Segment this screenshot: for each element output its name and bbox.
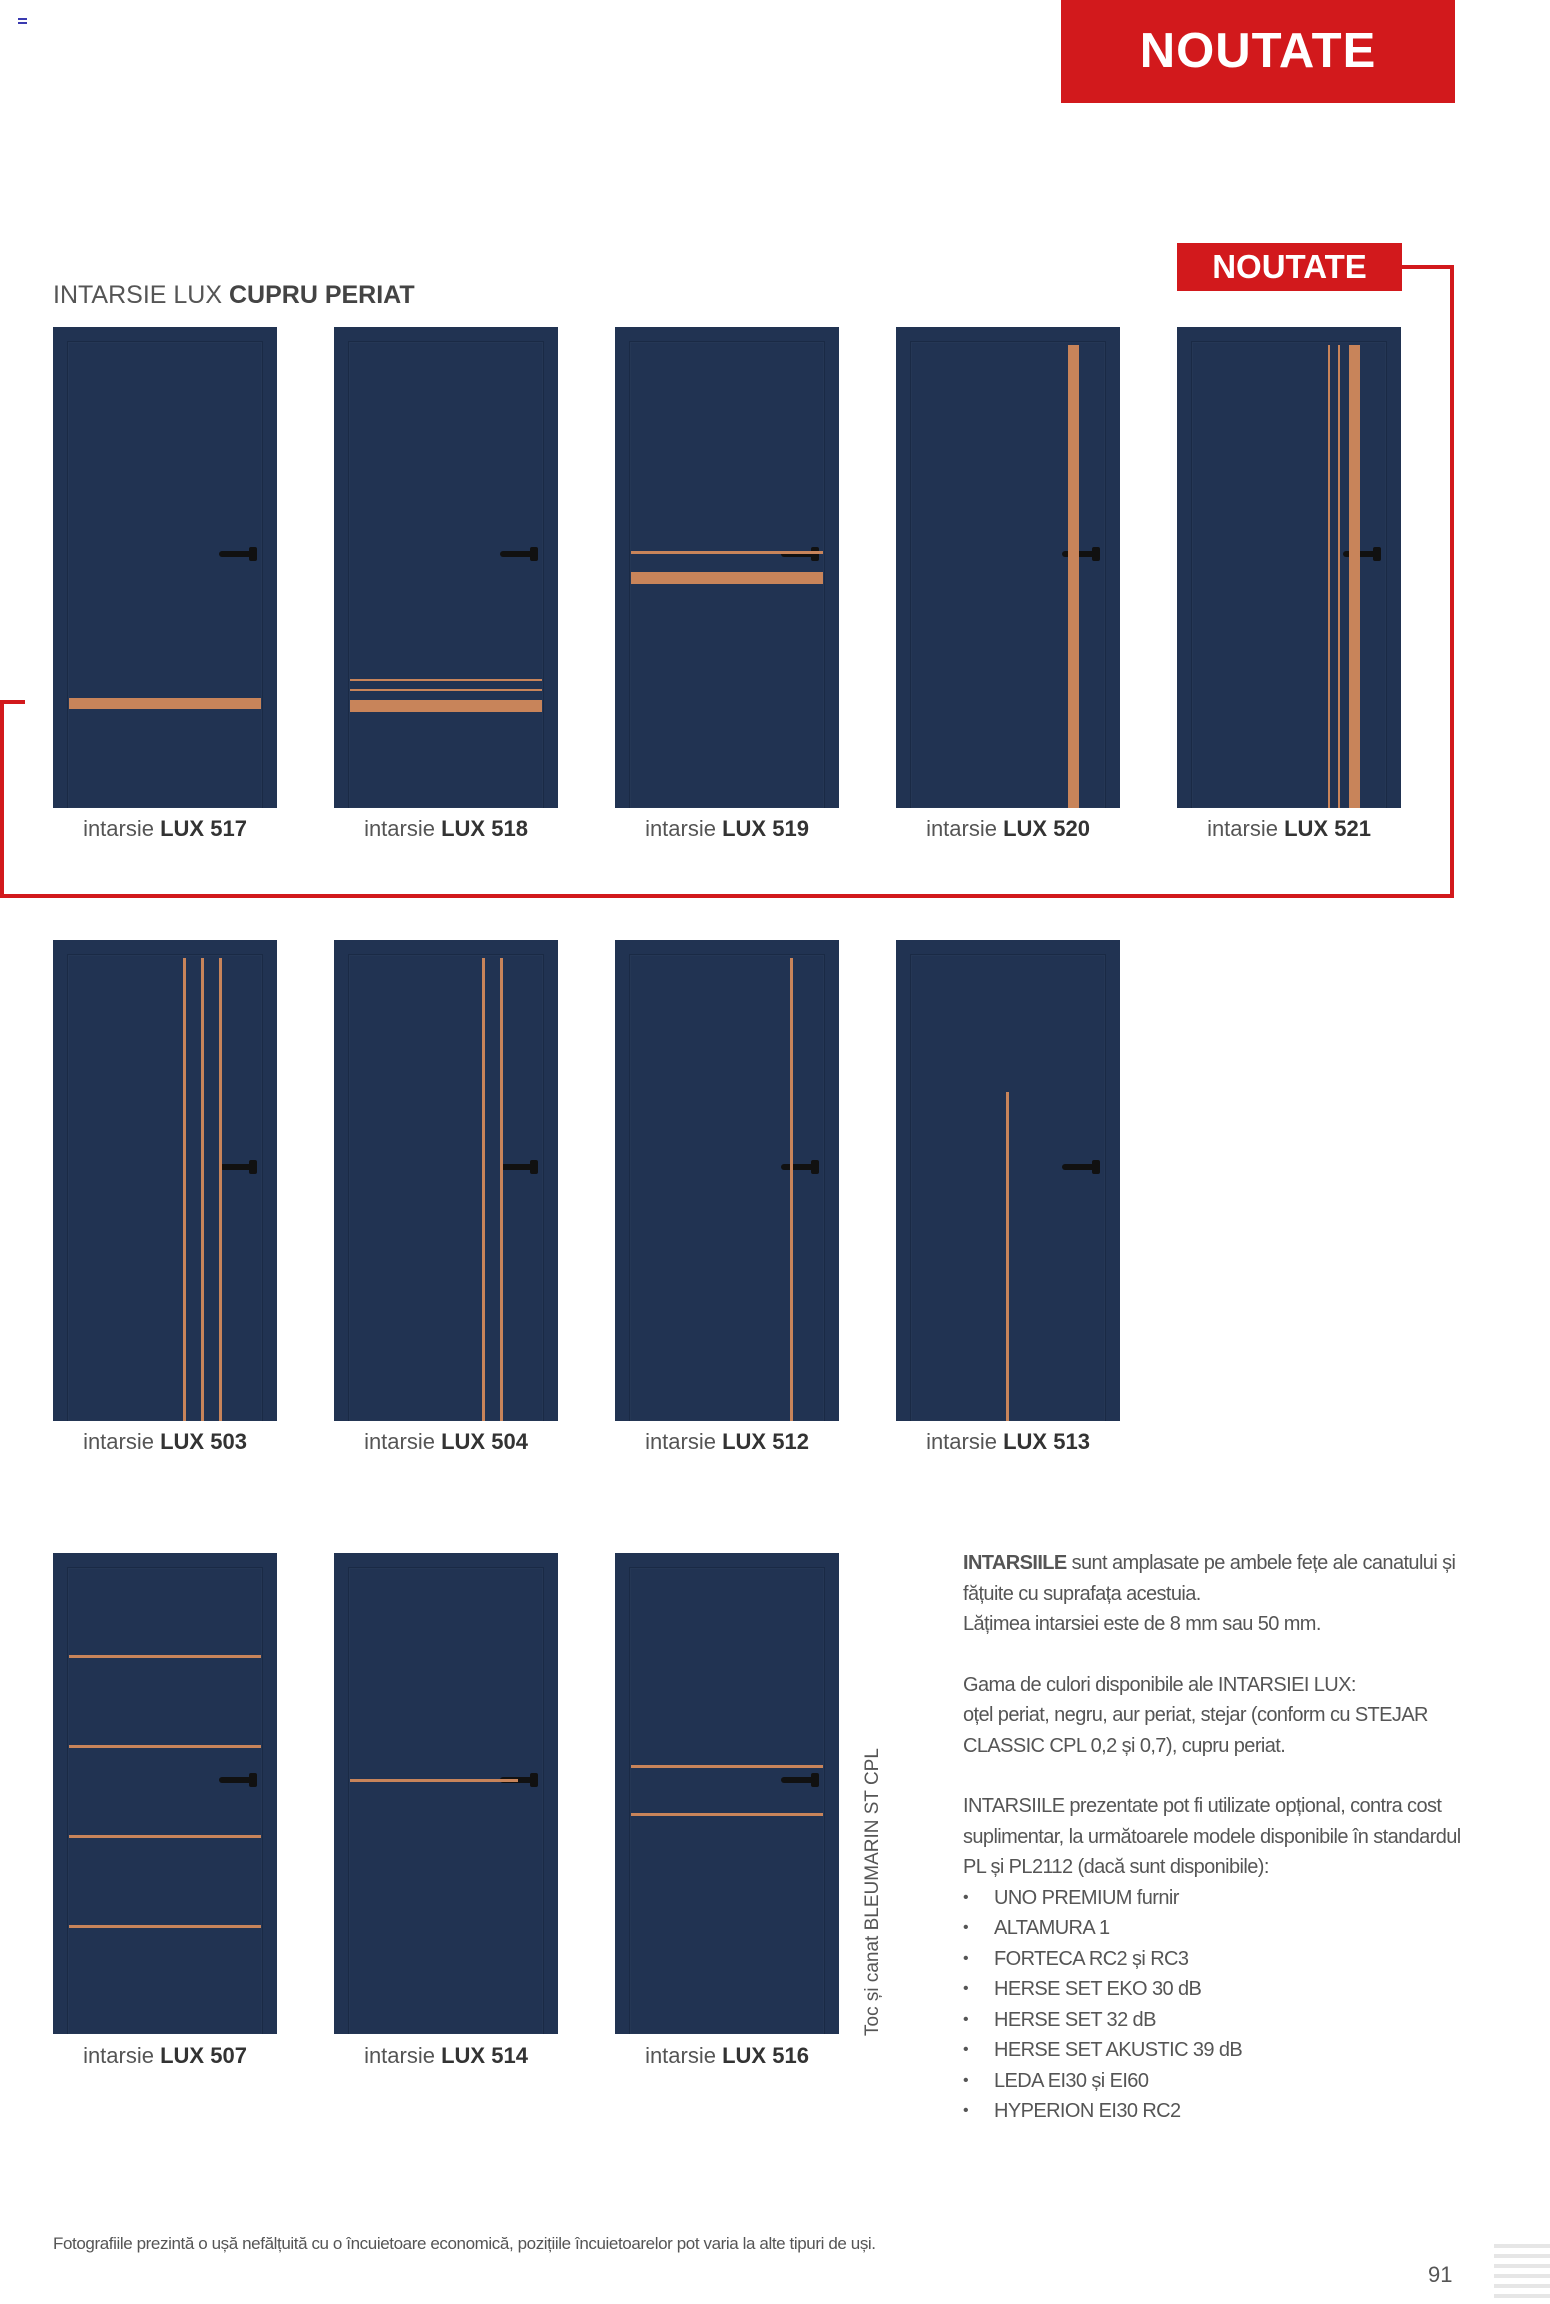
caption-lux-507: intarsie LUX 507 bbox=[83, 2043, 247, 2068]
section-title: INTARSIE LUX CUPRU PERIAT bbox=[53, 281, 415, 309]
info-intro: INTARSIILE sunt amplasate pe ambele fețe ale canatului și fățuite cu suprafața acestuia. bbox=[963, 1552, 1456, 1605]
door-lux-519[interactable] bbox=[615, 327, 839, 808]
list-item: • LEDA EI30 și EI60 bbox=[963, 2066, 1463, 2097]
door-lux-507[interactable] bbox=[53, 1553, 277, 2034]
handle-icon bbox=[500, 551, 538, 557]
list-item: • FORTECA RC2 și RC3 bbox=[963, 1944, 1463, 1975]
list-item: • ALTAMURA 1 bbox=[963, 1913, 1463, 1944]
info-colors-body: oțel periat, negru, aur periat, stejar (conform cu STEJAR CLASSIC CPL 0,2 și 0,7), cupru periat. bbox=[963, 1704, 1428, 1757]
handle-icon bbox=[781, 1777, 819, 1783]
list-item: • HYPERION EI30 RC2 bbox=[963, 2096, 1463, 2127]
door-lux-521[interactable] bbox=[1177, 327, 1401, 808]
menu-icon bbox=[18, 18, 27, 27]
list-item: • HERSE SET 32 dB bbox=[963, 2005, 1463, 2036]
list-item: • HERSE SET EKO 30 dB bbox=[963, 1974, 1463, 2005]
caption-lux-516: intarsie LUX 516 bbox=[645, 2043, 809, 2068]
caption-lux-504: intarsie LUX 504 bbox=[364, 1429, 528, 1454]
noutate-badge: NOUTATE bbox=[1177, 243, 1402, 291]
list-item: • UNO PREMIUM furnir bbox=[963, 1883, 1463, 1914]
page-decoration bbox=[1494, 2244, 1550, 2304]
caption-lux-514: intarsie LUX 514 bbox=[364, 2043, 528, 2068]
handle-icon bbox=[219, 1164, 257, 1170]
door-lux-504[interactable] bbox=[334, 940, 558, 1421]
handle-icon bbox=[219, 1777, 257, 1783]
handle-icon bbox=[219, 551, 257, 557]
noutate-banner: NOUTATE bbox=[1061, 0, 1455, 103]
handle-icon bbox=[781, 1164, 819, 1170]
caption-lux-518: intarsie LUX 518 bbox=[364, 816, 528, 841]
caption-lux-519: intarsie LUX 519 bbox=[645, 816, 809, 841]
handle-icon bbox=[1062, 1164, 1100, 1170]
door-lux-518[interactable] bbox=[334, 327, 558, 808]
frame-color-label: Toc și canat BLEUMARIN ST CPL bbox=[862, 1748, 883, 2036]
door-lux-512[interactable] bbox=[615, 940, 839, 1421]
footnote: Fotografiile prezintă o ușă nefălțuită cu o încuietoare economică, pozițiile încuietoarelor pot varia la alte tipuri de uși. bbox=[53, 2234, 876, 2253]
caption-lux-521: intarsie LUX 521 bbox=[1207, 816, 1371, 841]
list-item: • HERSE SET AKUSTIC 39 dB bbox=[963, 2035, 1463, 2066]
caption-lux-520: intarsie LUX 520 bbox=[926, 816, 1090, 841]
caption-lux-513: intarsie LUX 513 bbox=[926, 1429, 1090, 1454]
info-width: Lățimea intarsiei este de 8 mm sau 50 mm. bbox=[963, 1613, 1321, 1635]
caption-lux-512: intarsie LUX 512 bbox=[645, 1429, 809, 1454]
info-colors-heading: Gama de culori disponibile ale INTARSIEI LUX: bbox=[963, 1673, 1356, 1696]
info-block bbox=[963, 1548, 1463, 2127]
door-lux-514[interactable] bbox=[334, 1553, 558, 2034]
page-number: 91 bbox=[1428, 2262, 1453, 2287]
door-lux-503[interactable] bbox=[53, 940, 277, 1421]
door-lux-517[interactable] bbox=[53, 327, 277, 808]
model-list bbox=[963, 1883, 1463, 2127]
handle-icon bbox=[500, 1164, 538, 1170]
caption-lux-503: intarsie LUX 503 bbox=[83, 1429, 247, 1454]
info-options: INTARSIILE prezentate pot fi utilizate opțional, contra cost suplimentar, la următoarele modele disponibile în standardul PL și PL2112 (dacă sunt disponibile): bbox=[963, 1795, 1461, 1878]
door-lux-516[interactable] bbox=[615, 1553, 839, 2034]
caption-lux-517: intarsie LUX 517 bbox=[83, 816, 247, 841]
door-lux-520[interactable] bbox=[896, 327, 1120, 808]
door-lux-513[interactable] bbox=[896, 940, 1120, 1421]
